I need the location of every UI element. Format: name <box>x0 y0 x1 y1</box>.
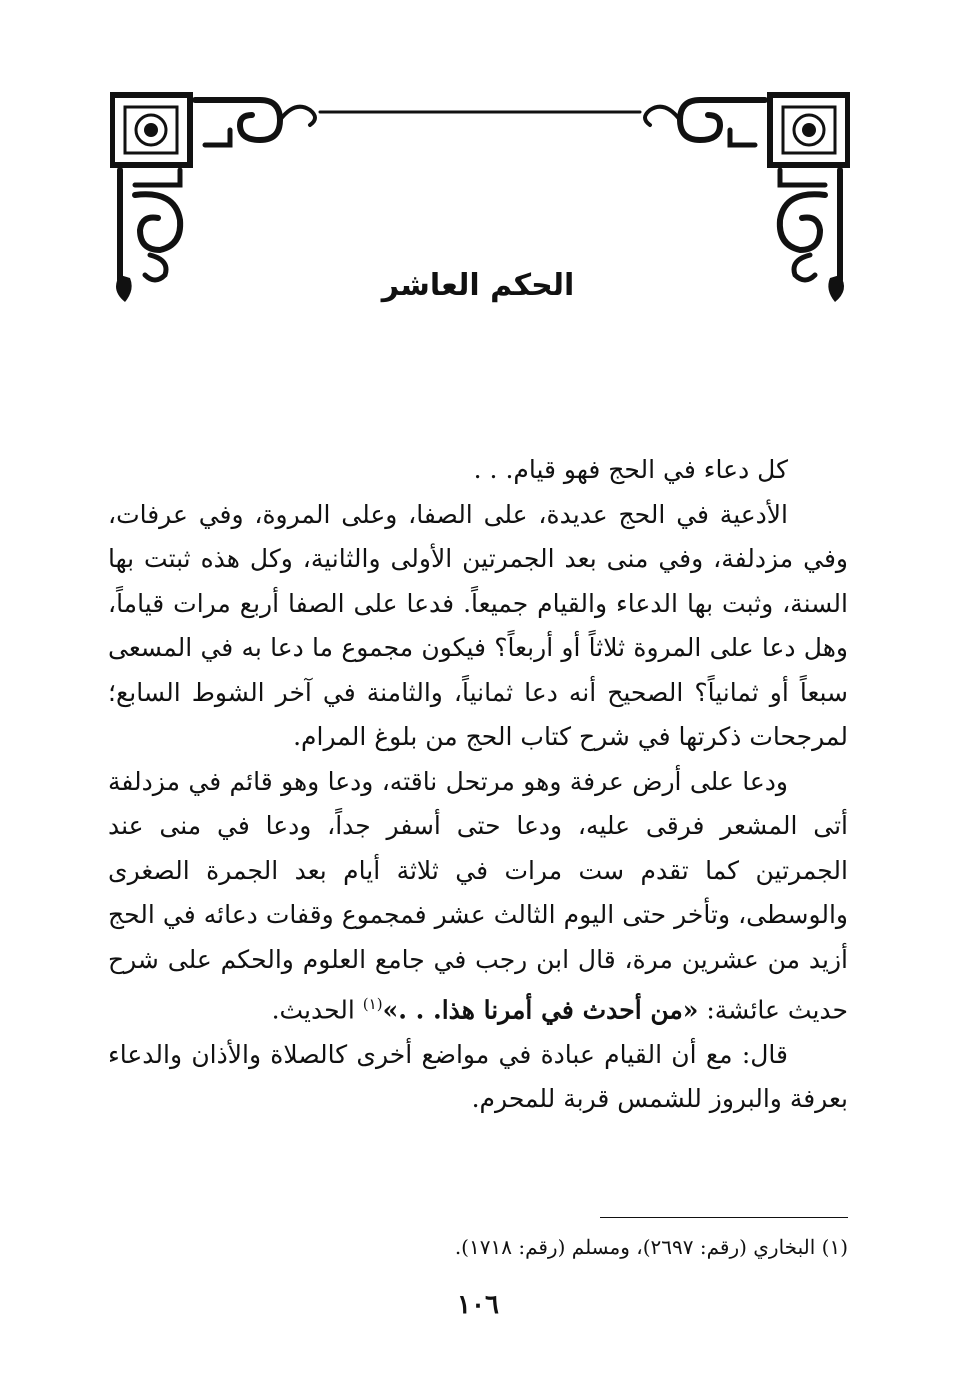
paragraph: كل دعاء في الحج فهو قيام. . . <box>473 455 788 484</box>
paragraph: الأدعية في الحج عديدة، على الصفا، وعلى المروة، وفي عرفات، وفي مزدلفة، وفي منى بعد الجمرتين الأولى والثانية، وكل هذه ثبتت بها السنة، وثبت بها الدعاء والقيام جميعاً. فدعا على الصفا أربع مرات قياماً، وهل دعا على المروة ثلاثاً أو أربعاً؟ فيكون مجموع ما دعا به في المسعى سبعاً أو ثمانياً؟ الصحيح أنه دعا ثمانياً، والثامنة في آخر الشوط السابع؛ لمرجحات ذكرتها في شرح كتاب الحج من بلوغ المرام. <box>108 499 848 751</box>
page-number: ١٠٦ <box>457 1290 499 1320</box>
paragraph: قال: مع أن القيام عبادة في مواضع أخرى كالصلاة والأذان والدعاء بعرفة والبروز للشمس قربة للمحرم. <box>108 1039 848 1114</box>
paragraph-text-end: الحديث. <box>271 995 363 1025</box>
footnote: (١) البخاري (رقم: ٢٦٩٧)، ومسلم (رقم: ١٧١٨). <box>454 1235 848 1259</box>
footnote-separator <box>600 1217 848 1218</box>
footnote-reference: (١) <box>362 995 383 1013</box>
body-text <box>108 448 848 1122</box>
paragraph <box>108 760 848 1033</box>
hadith-quote: «من أحدث في أمرنا هذا. . .» <box>382 995 699 1025</box>
paragraph-text: ودعا على أرض عرفة وهو مرتحل ناقته، ودعا وهو قائم في مزدلفة أتى المشعر فرقى عليه، ودعا حتى أسفر جداً، ودعا في منى عند الجمرتين كما تقدم ست مرات في ثلاثة أيام بعد الجمرة الصغرى والوسطى، وتأخر حتى اليوم الثالث عشر فمجموع وقفات دعائه في الحج أزيد من عشرين مرة، قال ابن رجب في جامع العلوم والحكم على شرح حديث عائشة: <box>108 766 848 1025</box>
chapter-title: الحكم العاشر <box>381 268 575 303</box>
